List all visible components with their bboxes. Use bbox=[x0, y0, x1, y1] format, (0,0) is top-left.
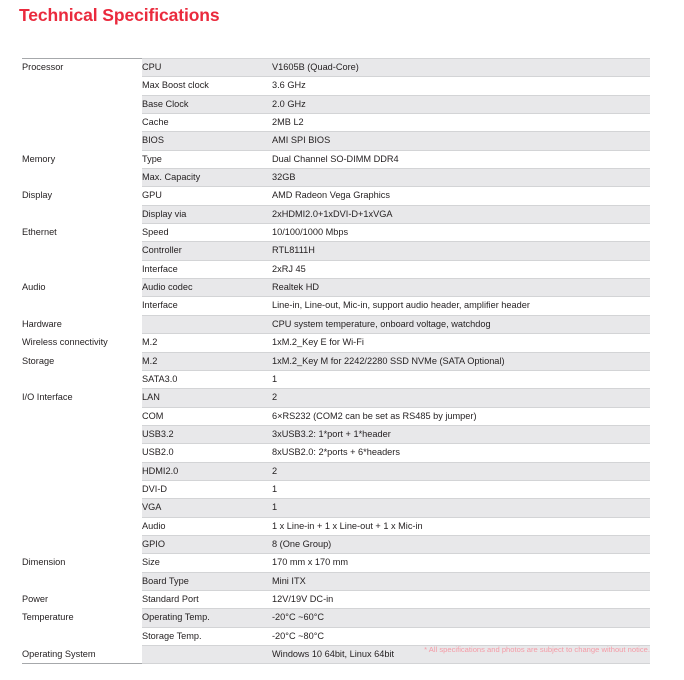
spec-value-cell: RTL8111H bbox=[272, 242, 650, 260]
spec-value-cell: AMI SPI BIOS bbox=[272, 132, 650, 150]
spec-name-cell: Max Boost clock bbox=[142, 77, 272, 95]
spec-value-cell: 1 x Line-in + 1 x Line-out + 1 x Mic-in bbox=[272, 517, 650, 535]
table-row bbox=[22, 297, 650, 315]
spec-name-cell: Base Clock bbox=[142, 95, 272, 113]
spec-value-cell: AMD Radeon Vega Graphics bbox=[272, 187, 650, 205]
table-row bbox=[22, 205, 650, 223]
spec-name-cell: HDMI2.0 bbox=[142, 462, 272, 480]
table-row bbox=[22, 169, 650, 187]
spec-name-cell: Audio codec bbox=[142, 279, 272, 297]
spec-value-cell: 32GB bbox=[272, 169, 650, 187]
spec-category-cell: Ethernet bbox=[22, 224, 142, 242]
spec-category-cell bbox=[22, 132, 142, 150]
table-row bbox=[22, 627, 650, 645]
table-row bbox=[22, 389, 650, 407]
spec-value-cell: 2MB L2 bbox=[272, 114, 650, 132]
table-row bbox=[22, 279, 650, 297]
spec-value-cell: 1 bbox=[272, 370, 650, 388]
spec-name-cell: BIOS bbox=[142, 132, 272, 150]
spec-category-cell bbox=[22, 462, 142, 480]
spec-value-cell: Mini ITX bbox=[272, 572, 650, 590]
spec-name-cell: M.2 bbox=[142, 352, 272, 370]
spec-category-cell: Hardware bbox=[22, 315, 142, 333]
spec-value-cell: 10/100/1000 Mbps bbox=[272, 224, 650, 242]
table-row bbox=[22, 242, 650, 260]
specifications-table bbox=[22, 58, 650, 664]
spec-value-cell: 1xM.2_Key M for 2242/2280 SSD NVMe (SATA Optional) bbox=[272, 352, 650, 370]
spec-value-cell: V1605B (Quad-Core) bbox=[272, 59, 650, 77]
spec-category-cell bbox=[22, 114, 142, 132]
spec-category-cell bbox=[22, 572, 142, 590]
spec-name-cell: Storage Temp. bbox=[142, 627, 272, 645]
table-row bbox=[22, 462, 650, 480]
spec-name-cell: VGA bbox=[142, 499, 272, 517]
spec-value-cell: Realtek HD bbox=[272, 279, 650, 297]
table-row bbox=[22, 95, 650, 113]
table-row bbox=[22, 370, 650, 388]
spec-name-cell: Type bbox=[142, 150, 272, 168]
spec-name-cell: Standard Port bbox=[142, 590, 272, 608]
spec-value-cell: Windows 10 64bit, Linux 64bit bbox=[272, 646, 650, 664]
spec-name-cell: LAN bbox=[142, 389, 272, 407]
spec-category-cell bbox=[22, 95, 142, 113]
spec-category-cell bbox=[22, 205, 142, 223]
spec-category-cell: Storage bbox=[22, 352, 142, 370]
spec-name-cell: COM bbox=[142, 407, 272, 425]
table-row bbox=[22, 535, 650, 553]
spec-category-cell bbox=[22, 370, 142, 388]
spec-category-cell bbox=[22, 169, 142, 187]
disclaimer-footnote: * All specifications and photos are subject to change without notice. bbox=[424, 645, 650, 654]
spec-name-cell: GPU bbox=[142, 187, 272, 205]
spec-value-cell: 2 bbox=[272, 462, 650, 480]
table-row bbox=[22, 77, 650, 95]
spec-category-cell bbox=[22, 627, 142, 645]
spec-value-cell: CPU system temperature, onboard voltage, watchdog bbox=[272, 315, 650, 333]
spec-value-cell: 6×RS232 (COM2 can be set as RS485 by jumper) bbox=[272, 407, 650, 425]
table-row bbox=[22, 609, 650, 627]
spec-category-cell: Memory bbox=[22, 150, 142, 168]
spec-category-cell bbox=[22, 444, 142, 462]
table-row bbox=[22, 444, 650, 462]
spec-category-cell bbox=[22, 480, 142, 498]
spec-category-cell bbox=[22, 77, 142, 95]
spec-name-cell bbox=[142, 315, 272, 333]
table-row bbox=[22, 224, 650, 242]
spec-category-cell bbox=[22, 297, 142, 315]
specifications-table-body bbox=[22, 59, 650, 664]
spec-category-cell: Operating System bbox=[22, 646, 142, 664]
spec-name-cell: CPU bbox=[142, 59, 272, 77]
table-row bbox=[22, 590, 650, 608]
spec-category-cell: Power bbox=[22, 590, 142, 608]
spec-value-cell: 2xHDMI2.0+1xDVI-D+1xVGA bbox=[272, 205, 650, 223]
spec-value-cell: -20°C ~80°C bbox=[272, 627, 650, 645]
table-row bbox=[22, 425, 650, 443]
spec-name-cell: Board Type bbox=[142, 572, 272, 590]
table-row bbox=[22, 480, 650, 498]
spec-name-cell: Interface bbox=[142, 297, 272, 315]
spec-category-cell: Dimension bbox=[22, 554, 142, 572]
spec-name-cell: USB2.0 bbox=[142, 444, 272, 462]
table-row bbox=[22, 572, 650, 590]
table-row bbox=[22, 150, 650, 168]
table-row bbox=[22, 315, 650, 333]
spec-category-cell bbox=[22, 260, 142, 278]
spec-category-cell bbox=[22, 407, 142, 425]
table-row bbox=[22, 132, 650, 150]
spec-name-cell: Max. Capacity bbox=[142, 169, 272, 187]
table-row bbox=[22, 260, 650, 278]
spec-name-cell: Interface bbox=[142, 260, 272, 278]
spec-name-cell: SATA3.0 bbox=[142, 370, 272, 388]
spec-value-cell: 2 bbox=[272, 389, 650, 407]
spec-value-cell: Dual Channel SO-DIMM DDR4 bbox=[272, 150, 650, 168]
spec-value-cell: 170 mm x 170 mm bbox=[272, 554, 650, 572]
spec-category-cell: Temperature bbox=[22, 609, 142, 627]
spec-value-cell: 2xRJ 45 bbox=[272, 260, 650, 278]
spec-value-cell: 8 (One Group) bbox=[272, 535, 650, 553]
spec-category-cell bbox=[22, 499, 142, 517]
spec-category-cell bbox=[22, 535, 142, 553]
spec-category-cell bbox=[22, 517, 142, 535]
spec-value-cell: 1xM.2_Key E for Wi-Fi bbox=[272, 334, 650, 352]
spec-value-cell: -20°C ~60°C bbox=[272, 609, 650, 627]
spec-category-cell: Audio bbox=[22, 279, 142, 297]
spec-category-cell: Display bbox=[22, 187, 142, 205]
table-row bbox=[22, 352, 650, 370]
spec-name-cell: Controller bbox=[142, 242, 272, 260]
table-row bbox=[22, 407, 650, 425]
table-row bbox=[22, 59, 650, 77]
spec-category-cell bbox=[22, 242, 142, 260]
spec-name-cell: M.2 bbox=[142, 334, 272, 352]
spec-value-cell: 3xUSB3.2: 1*port + 1*header bbox=[272, 425, 650, 443]
table-row bbox=[22, 334, 650, 352]
spec-category-cell: I/O Interface bbox=[22, 389, 142, 407]
spec-value-cell: 1 bbox=[272, 499, 650, 517]
spec-name-cell: Cache bbox=[142, 114, 272, 132]
specifications-table-container bbox=[22, 58, 650, 664]
spec-name-cell: Display via bbox=[142, 205, 272, 223]
spec-category-cell: Processor bbox=[22, 59, 142, 77]
spec-value-cell: 3.6 GHz bbox=[272, 77, 650, 95]
table-row bbox=[22, 114, 650, 132]
page-title: Technical Specifications bbox=[19, 5, 220, 25]
spec-value-cell: 8xUSB2.0: 2*ports + 6*headers bbox=[272, 444, 650, 462]
spec-name-cell: Size bbox=[142, 554, 272, 572]
table-row bbox=[22, 499, 650, 517]
spec-value-cell: 12V/19V DC-in bbox=[272, 590, 650, 608]
table-row bbox=[22, 517, 650, 535]
spec-name-cell: Audio bbox=[142, 517, 272, 535]
spec-name-cell: GPIO bbox=[142, 535, 272, 553]
table-row bbox=[22, 554, 650, 572]
spec-value-cell: 2.0 GHz bbox=[272, 95, 650, 113]
spec-value-cell: Line-in, Line-out, Mic-in, support audio header, amplifier header bbox=[272, 297, 650, 315]
spec-name-cell: Operating Temp. bbox=[142, 609, 272, 627]
spec-category-cell: Wireless connectivity bbox=[22, 334, 142, 352]
spec-name-cell: DVI-D bbox=[142, 480, 272, 498]
table-row bbox=[22, 187, 650, 205]
spec-name-cell: Speed bbox=[142, 224, 272, 242]
spec-name-cell: USB3.2 bbox=[142, 425, 272, 443]
spec-name-cell bbox=[142, 646, 272, 664]
spec-category-cell bbox=[22, 425, 142, 443]
spec-value-cell: 1 bbox=[272, 480, 650, 498]
